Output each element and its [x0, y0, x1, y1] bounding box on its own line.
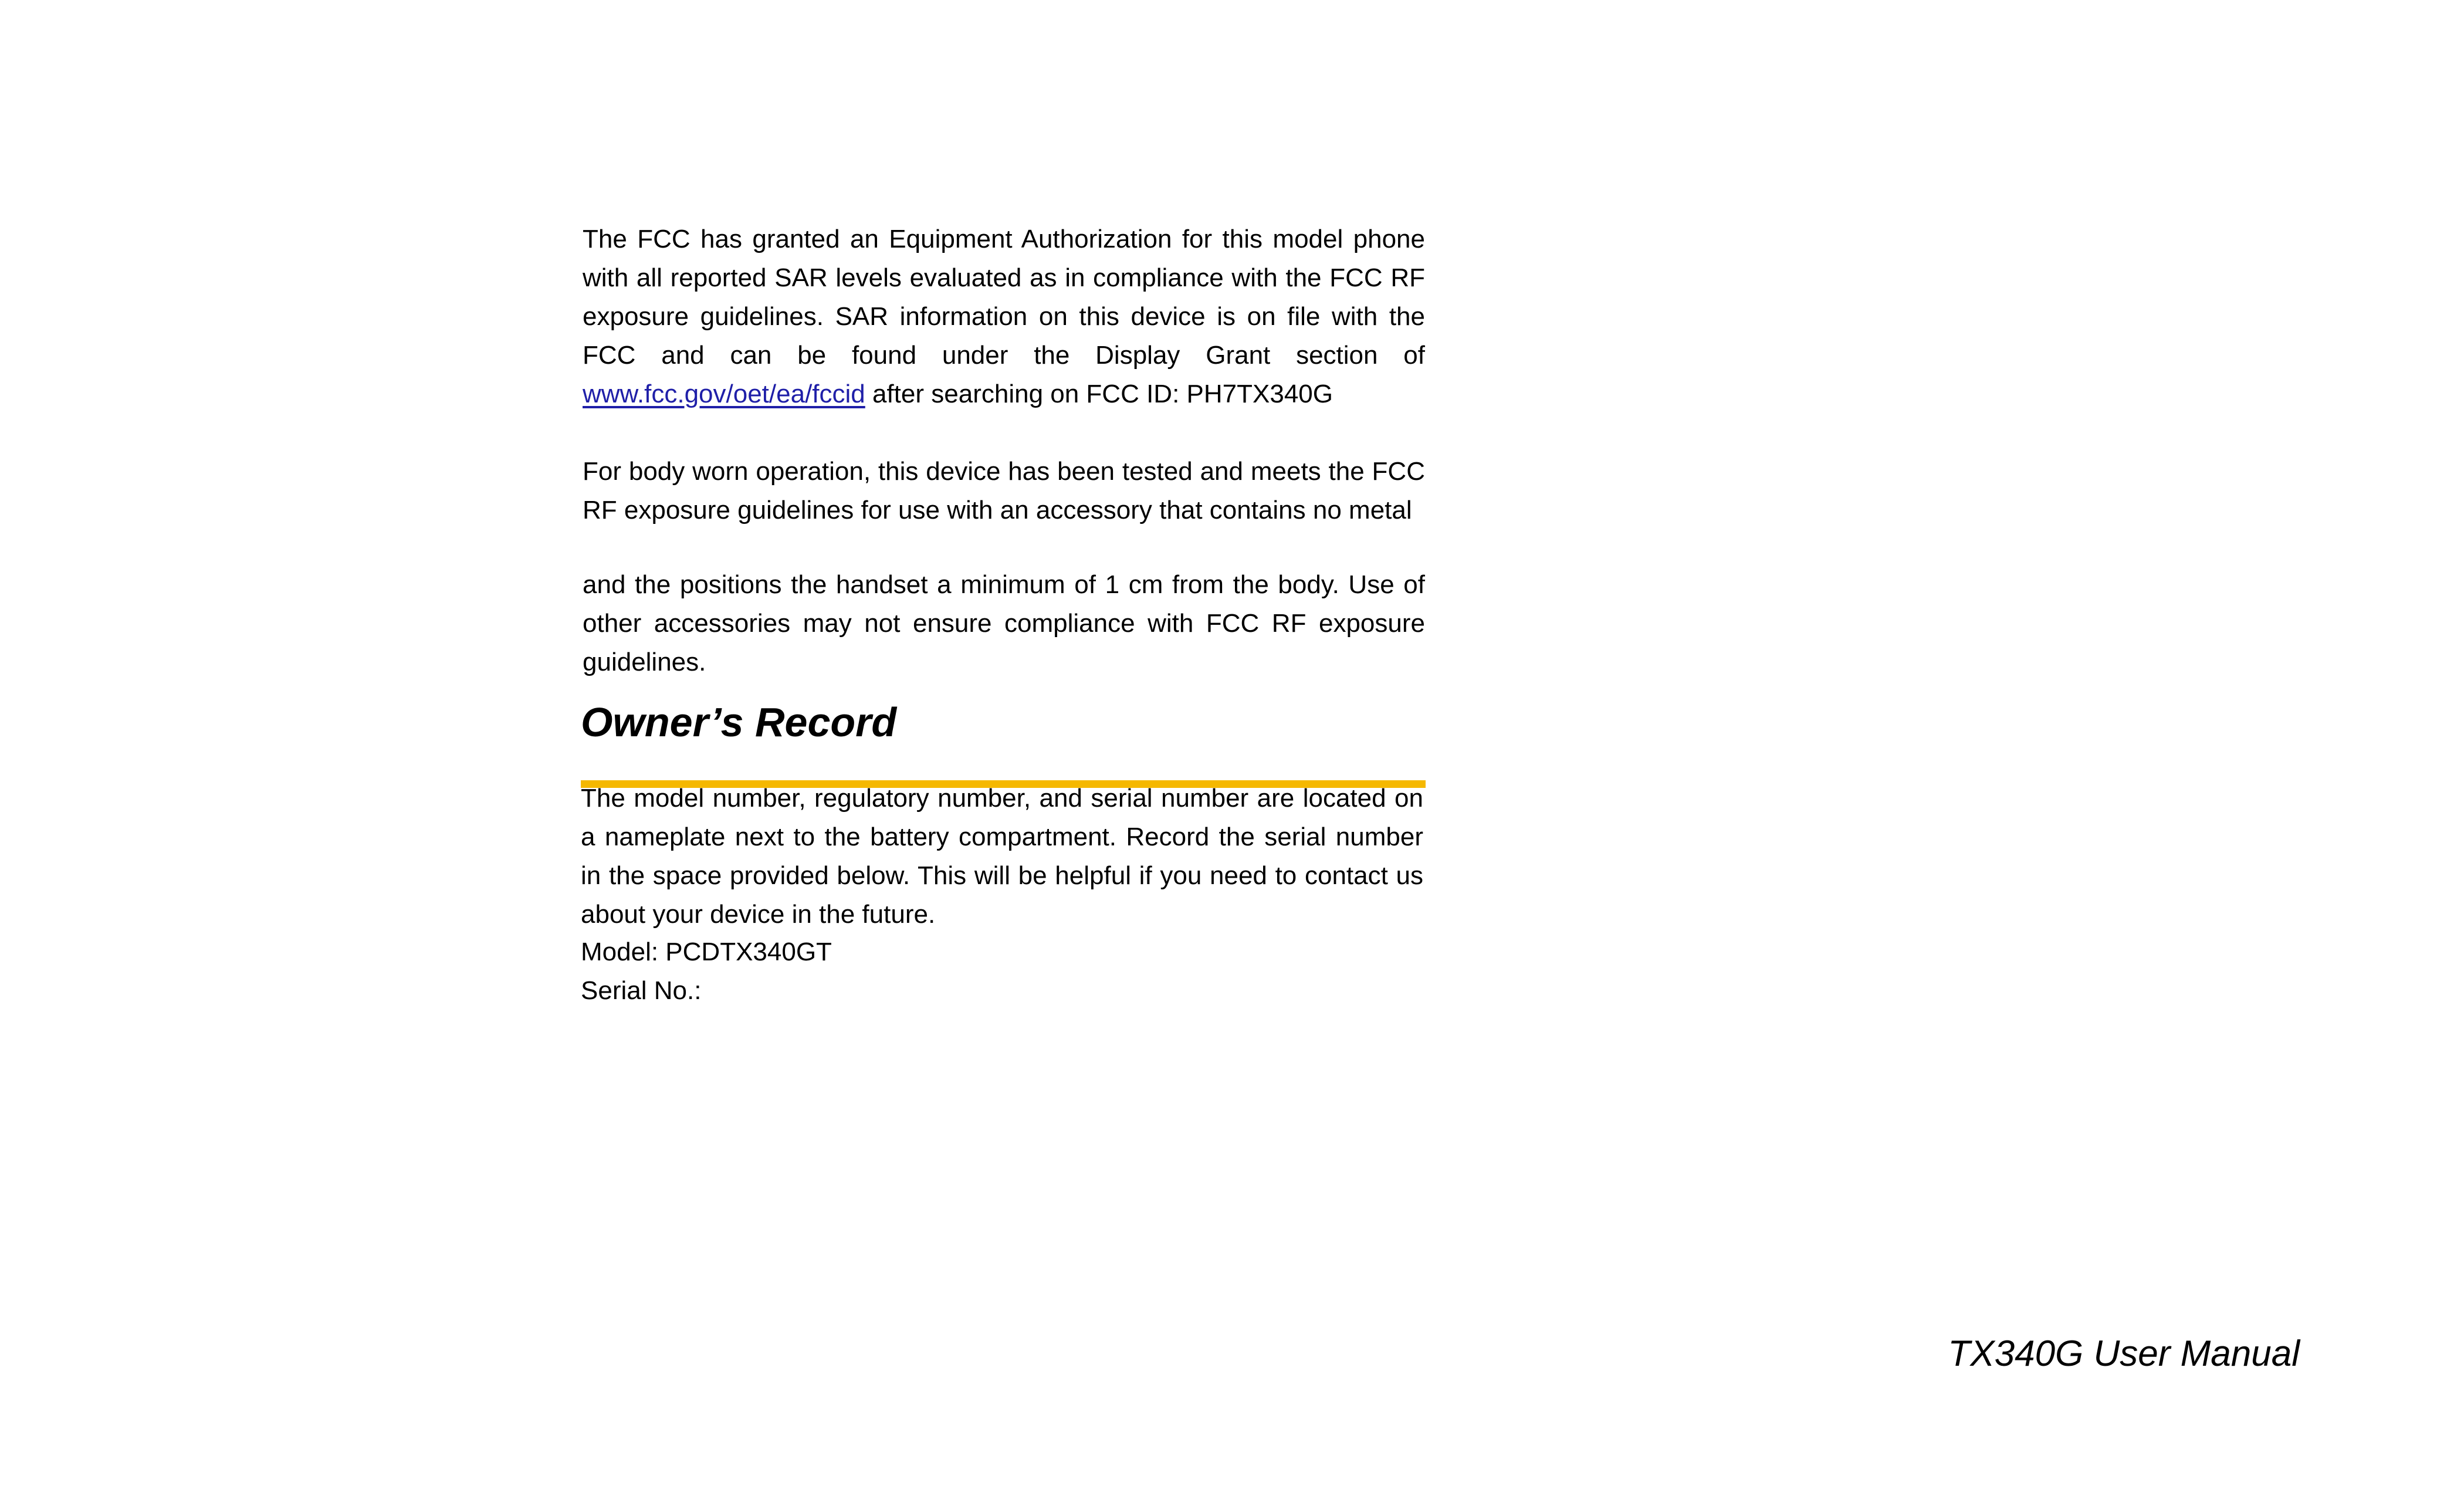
fcc-authorization-text: The FCC has granted an Equipment Authorization for this model phone with all reported SAR levels evaluated as in compliance with the FCC RF exposure guidelines. SAR information on this device is on file with the FCC and can be found under the Display Grant section of	[583, 225, 1425, 370]
body-worn-paragraph: For body worn operation, this device has been tested and meets the FCC RF exposure guidelines for use with an accessory that contains no metal	[583, 457, 1425, 524]
model-number-line: Model: PCDTX340GT	[581, 937, 832, 966]
fcc-id-link[interactable]: www.fcc.gov/oet/ea/fccid	[583, 380, 865, 408]
fcc-authorization-paragraph	[583, 220, 1425, 414]
fcc-id-text: after searching on FCC ID: PH7TX340G	[865, 380, 1333, 408]
serial-number-line: Serial No.:	[581, 976, 702, 1005]
owners-record-description: The model number, regulatory number, and serial number are located on a nameplate next to the battery compartment. Record the serial number in the space provided below. This will be helpful if you need to contact us about your device in the future.	[581, 784, 1423, 929]
manual-title-footer: TX340G User Manual	[1948, 1333, 2300, 1374]
owners-record-heading: Owner’s Record	[581, 699, 897, 745]
accessories-paragraph: and the positions the handset a minimum of 1 cm from the body. Use of other accessories may not ensure compliance with FCC RF exposure guidelines.	[583, 570, 1425, 676]
